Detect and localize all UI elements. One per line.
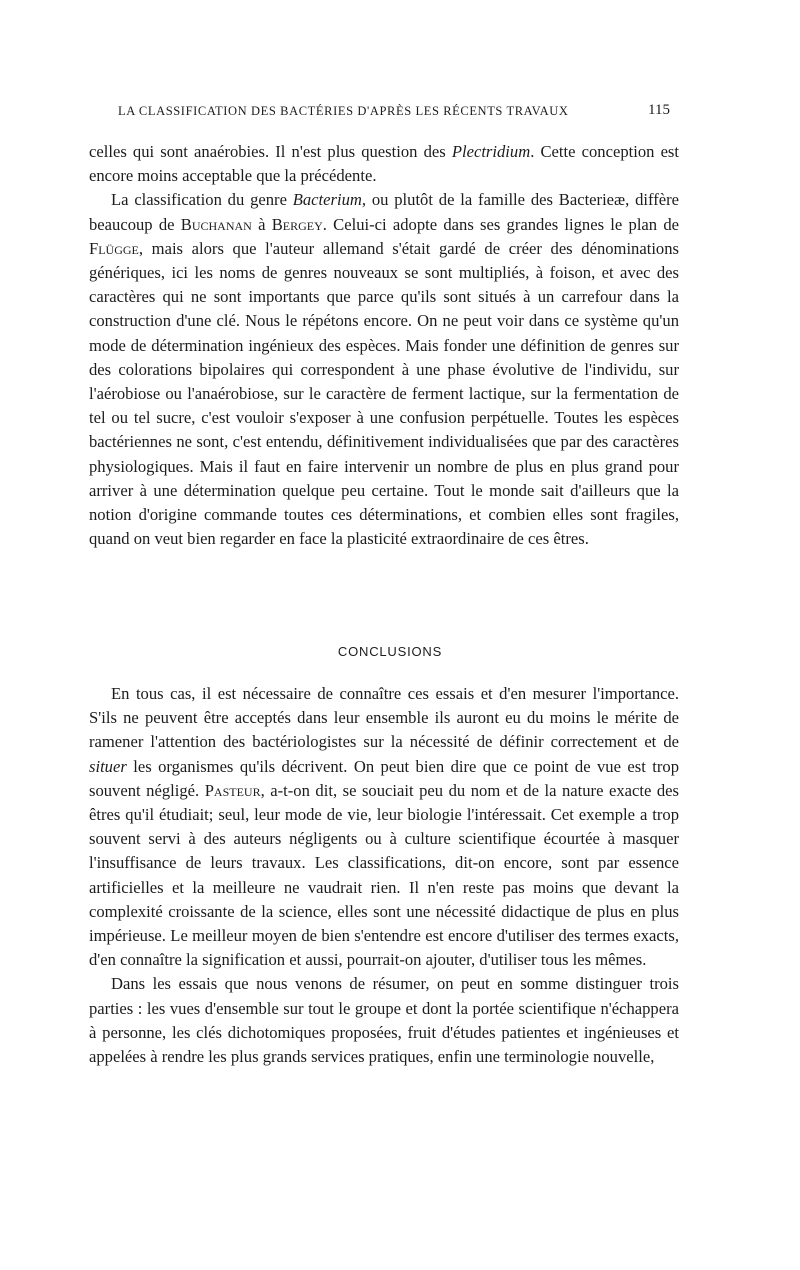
text-smallcaps: Bergey [271,214,323,234]
body-text-bottom [89,682,679,1069]
paragraph-p1 [89,140,679,188]
text-run: les organismes qu'ils décrivent. On peut bien dire que ce point de vue est trop souvent négligé. [89,756,679,800]
text-smallcaps: Flügge [89,238,139,258]
text-italic: Plectridium [451,142,531,161]
text-smallcaps: Buchanan [180,214,252,234]
section-heading-conclusions: CONCLUSIONS [337,644,443,659]
paragraph-p3 [89,682,679,972]
text-run: La classification du genre [111,190,293,210]
text-smallcaps: Pasteur [204,780,261,800]
paragraph-p2 [89,188,679,551]
text-run: En tous cas, il est nécessaire de connaître ces essais et d'en mesurer l'importance. S'ils ne peuvent être acceptés dans leur ensemble ils auront eu du moins le mérite de ramener l'attention des bactériologistes sur la nécessité de définir correctement et de [89,684,679,752]
text-italic: situer [89,756,127,776]
text-run: . Cette conception est encore moins acceptable que la précédente. [89,142,679,186]
text-italic: Bacterium [292,190,362,210]
text-run: , ou plutôt de la famille des Bacterieæ, diffère beaucoup de [89,190,679,234]
running-head: LA CLASSIFICATION DES BACTÉRIES D'APRÈS LES RÉCENTS TRAVAUX [118,104,569,118]
text-run: à [251,214,272,234]
text-run: Dans les essais que nous venons de résumer, on peut en somme distinguer trois parties : les vues d'ensemble sur tout le groupe et dont la portée scientifique n'échappera à personne, les clés dichotomiques proposées, fruit d'études patientes et ingénieuses et appelées à rendre les plus grands services pratiques, enfin une terminologie nouvelle, [89,974,679,1067]
page-number: 115 [648,102,670,118]
body-text-top [89,140,679,551]
text-run: celles qui sont anaérobies. Il n'est plus question des [89,142,452,161]
paragraph-p4 [89,972,679,1069]
text-run: , mais alors que l'auteur allemand s'était gardé de créer des dénominations génériques, ici les noms de genres nouveaux se sont multipliés, à foison, et avec des caractères qui ne sont importants que parce qu'ils sont situés à un carrefour dans la construction d'une clé. Nous le répétons encore. On ne peut voir dans ce système qu'un mode de détermination ingénieux des espèces. Mais fonder une définition de genres sur des colorations bipolaires qui correspondent à une phase évolutive de l'individu, sur l'aérobiose ou l'anaérobiose, sur le caractère de ferment lactique, sur la fermentation de tel ou tel sucre, c'est vouloir s'exposer à une confusion perpétuelle. Toutes les espèces bactériennes ne sont, c'est entendu, définitivement individualisées que par des caractères physiologiques. Mais il faut en faire intervenir un nombre de plus en plus grand pour arriver à une détermination quelque peu certaine. Tout le monde sait d'ailleurs que la notion d'origine commande toutes ces déterminations, et combien elles sont fragiles, quand on veut bien regarder en face la plasticité extraordinaire de ces êtres. [89,238,679,549]
text-run: . Celui-ci adopte dans ses grandes lignes le plan de [322,214,680,234]
text-run: , a-t-on dit, se souciait peu du nom et de la nature exacte des êtres qu'il étudiait; seul, leur mode de vie, leur biologie l'intéressait. Cet exemple a trop souvent servi à des auteurs négligents ou à culture scientifique écourtée à masquer l'insuffisance de leurs travaux. Les classifications, dit-on encore, sont par essence artificielles et la meilleure ne vaudrait rien. Il n'en reste pas moins que devant la complexité croissante de la science, elles sont une nécessité didactique de plus en plus impérieuse. Le meilleur moyen de bien s'entendre est encore d'utiliser des termes exacts, d'en connaître la signification et aussi, pourrait-on ajouter, d'utiliser tous les mêmes. [89,780,679,970]
